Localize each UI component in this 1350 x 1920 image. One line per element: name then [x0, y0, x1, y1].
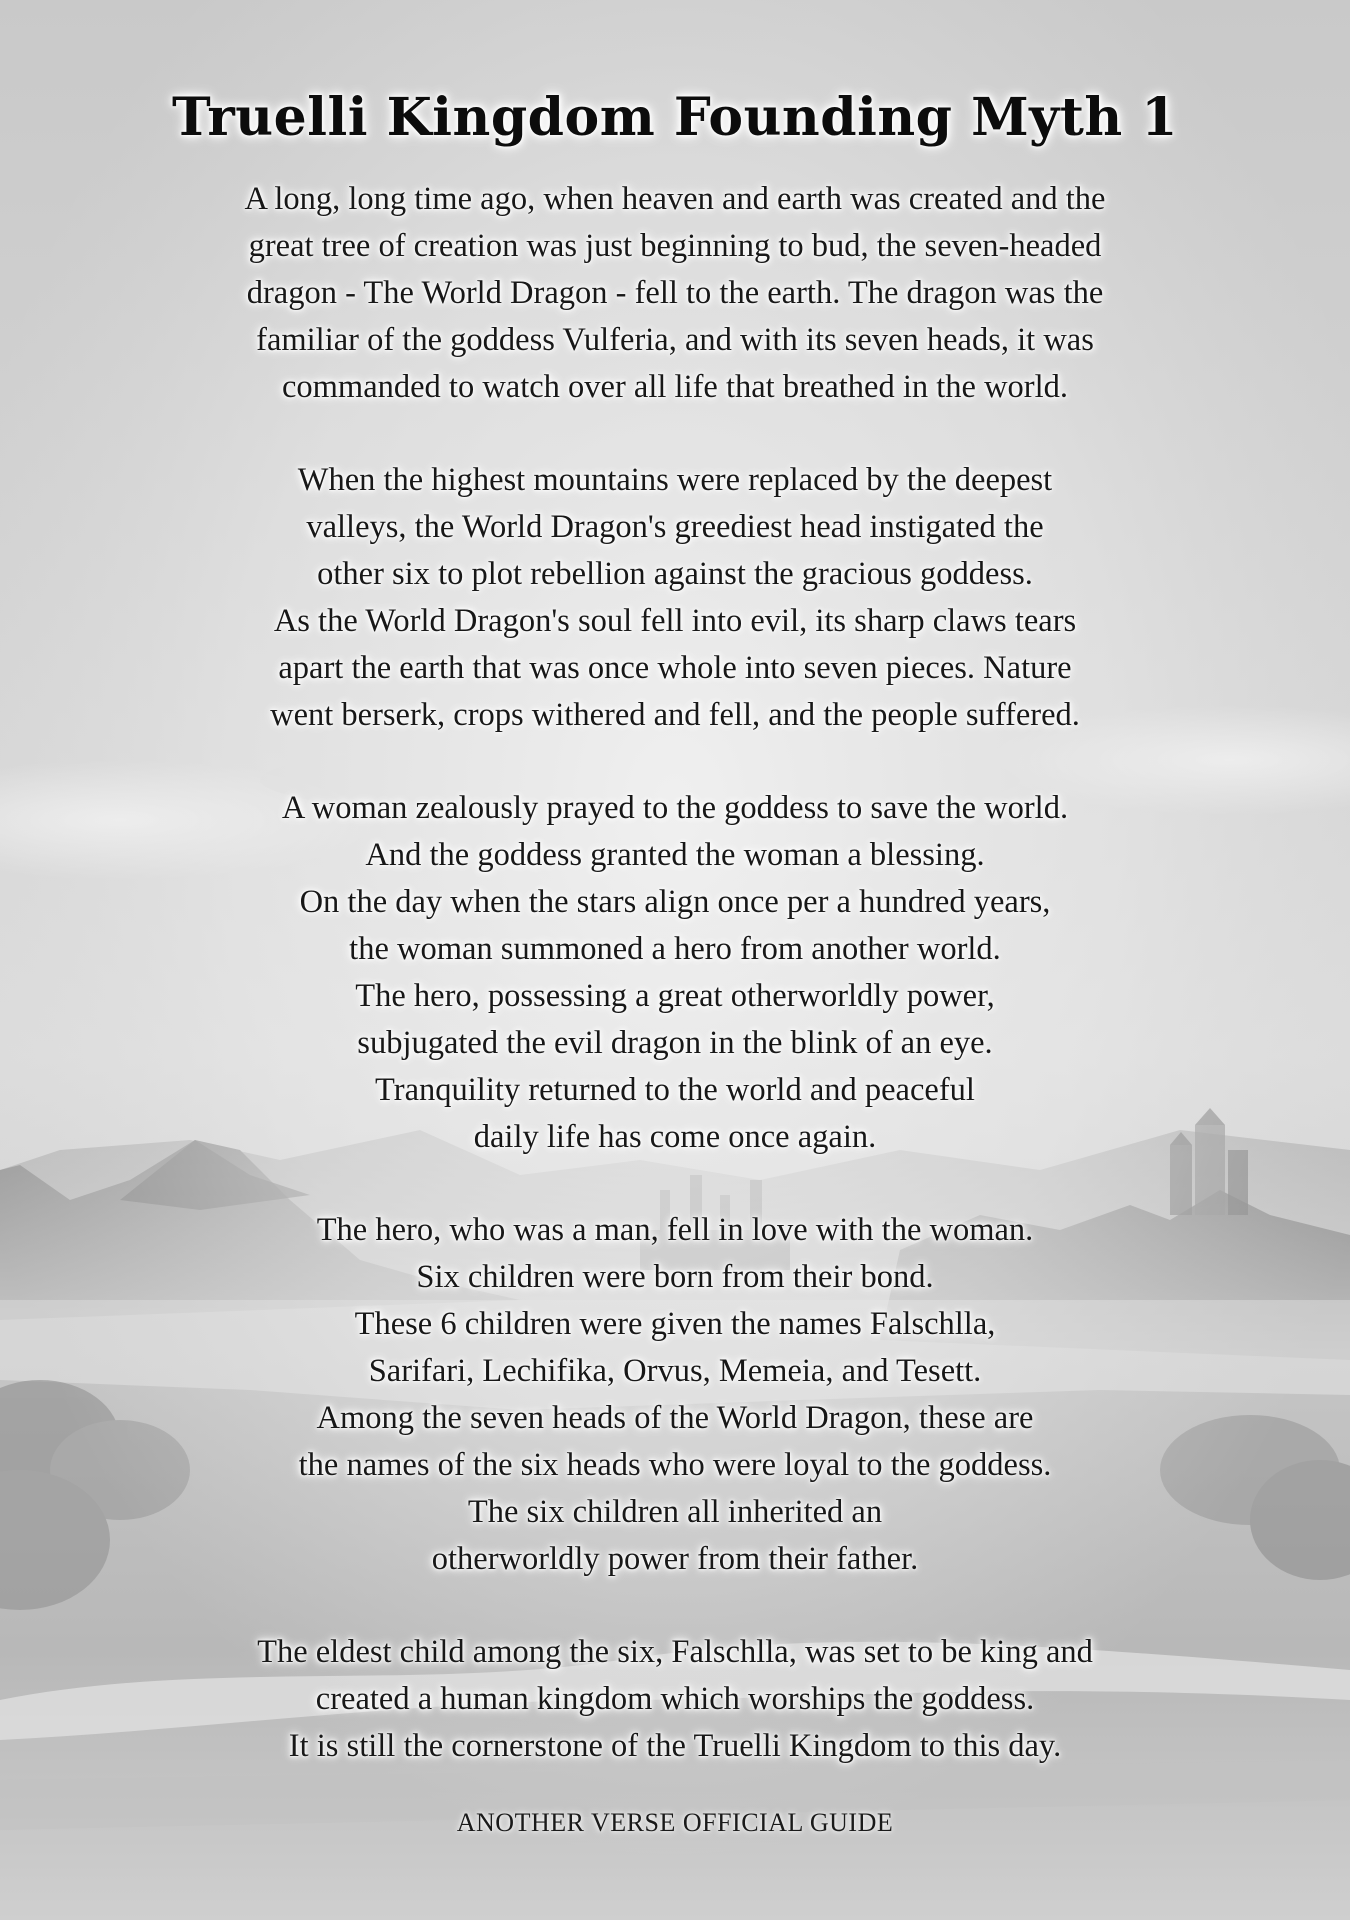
- paragraph-3: [140, 785, 1210, 1161]
- text-line: the names of the six heads who were loyal to the goddess.: [298, 1447, 1052, 1483]
- text-line: subjugated the evil dragon in the blink of an eye.: [357, 1025, 993, 1061]
- paragraph-5: [140, 1629, 1210, 1770]
- text-line: The six children all inherited an: [467, 1494, 883, 1530]
- paragraph-4: [140, 1207, 1210, 1583]
- page-title: Truelli Kingdom Founding Myth 1: [172, 87, 1178, 148]
- footer-credit: ANOTHER VERSE OFFICIAL GUIDE: [456, 1808, 894, 1837]
- text-line: The hero, who was a man, fell in love with the woman.: [316, 1212, 1034, 1248]
- text-line: As the World Dragon's soul fell into evil, its sharp claws tears: [273, 603, 1077, 639]
- text-line: otherworldly power from their father.: [431, 1541, 919, 1577]
- text-line: And the goddess granted the woman a blessing.: [365, 837, 985, 873]
- text-line: great tree of creation was just beginning to bud, the seven-headed: [248, 228, 1102, 264]
- text-line: familiar of the goddess Vulferia, and with its seven heads, it was: [256, 322, 1094, 358]
- text-line: went berserk, crops withered and fell, and the people suffered.: [270, 697, 1080, 733]
- text-line: valleys, the World Dragon's greediest head instigated the: [306, 509, 1044, 545]
- text-line: commanded to watch over all life that breathed in the world.: [281, 369, 1069, 405]
- text-line: the woman summoned a hero from another world.: [349, 931, 1001, 967]
- text-content: [140, 80, 1210, 1816]
- text-line: The eldest child among the six, Falschlla, was set to be king and: [257, 1634, 1093, 1670]
- text-line: The hero, possessing a great otherworldly power,: [355, 978, 995, 1014]
- text-line: When the highest mountains were replaced by the deepest: [297, 462, 1053, 498]
- text-line: daily life has come once again.: [473, 1119, 877, 1155]
- text-line: It is still the cornerstone of the Truelli Kingdom to this day.: [288, 1728, 1062, 1764]
- text-line: These 6 children were given the names Falschlla,: [354, 1306, 996, 1342]
- text-line: A long, long time ago, when heaven and earth was created and the: [244, 181, 1106, 217]
- text-line: Tranquility returned to the world and peaceful: [375, 1072, 975, 1108]
- text-line: A woman zealously prayed to the goddess to save the world.: [281, 790, 1069, 826]
- text-line: dragon - The World Dragon - fell to the earth. The dragon was the: [246, 275, 1104, 311]
- text-line: On the day when the stars align once per a hundred years,: [299, 884, 1051, 920]
- text-line: Sarifari, Lechifika, Orvus, Memeia, and Tesett.: [368, 1353, 982, 1389]
- text-line: created a human kingdom which worships the goddess.: [315, 1681, 1035, 1717]
- text-line: Six children were born from their bond.: [416, 1259, 934, 1295]
- paragraph-1: [140, 176, 1210, 411]
- paragraph-2: [140, 457, 1210, 739]
- text-line: other six to plot rebellion against the gracious goddess.: [317, 556, 1033, 592]
- text-line: apart the earth that was once whole into seven pieces. Nature: [278, 650, 1072, 686]
- text-line: Among the seven heads of the World Dragon, these are: [316, 1400, 1034, 1436]
